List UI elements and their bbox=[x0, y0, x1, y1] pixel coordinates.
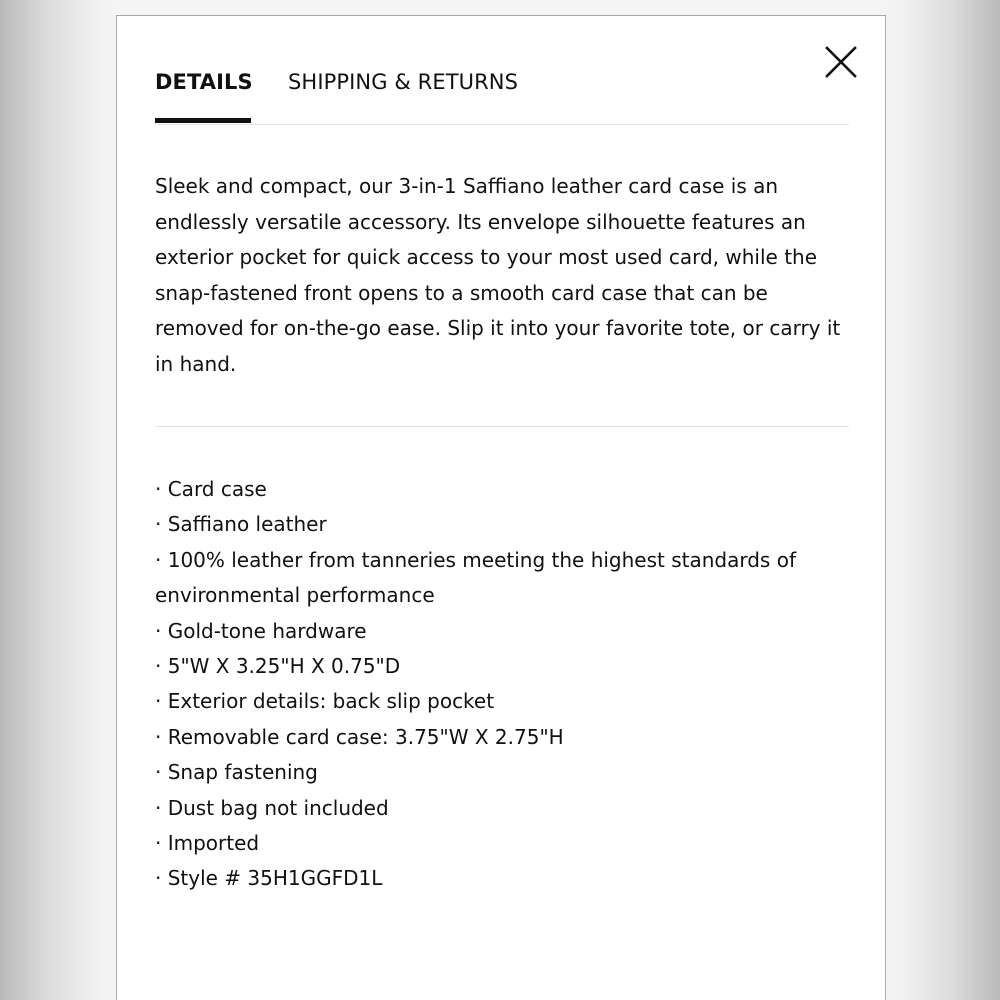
feature-item bbox=[155, 861, 855, 896]
feature-item bbox=[155, 826, 855, 861]
feature-text: Card case bbox=[167, 477, 267, 501]
bullet-marker: · bbox=[155, 512, 162, 537]
feature-item bbox=[155, 720, 855, 755]
feature-item bbox=[155, 507, 855, 542]
product-description: Sleek and compact, our 3-in-1 Saffiano leather card case is an endlessly versatile accessory. Its envelope silhouette features an exterior pocket for quick access to your most used card, while the snap-fastened front opens to a smooth card case that can be removed for on-the-go ease. Slip it into your favorite tote, or carry it in hand. bbox=[155, 174, 841, 376]
bullet-marker: · bbox=[155, 689, 162, 714]
bullet-marker: · bbox=[155, 866, 162, 891]
tab-bar bbox=[155, 68, 849, 125]
feature-text: Imported bbox=[167, 831, 260, 856]
feature-text: Gold-tone hardware bbox=[167, 618, 367, 643]
feature-text: 100% leather from tanneries meeting the highest standards of environmental performance bbox=[155, 547, 796, 608]
bullet-marker: · bbox=[155, 618, 162, 643]
feature-item bbox=[155, 472, 855, 507]
tab-shipping-returns-label: SHIPPING & RETURNS bbox=[288, 70, 519, 94]
bullet-marker: · bbox=[155, 795, 162, 820]
feature-item bbox=[155, 791, 855, 826]
feature-item bbox=[155, 649, 855, 684]
bullet-marker: · bbox=[155, 760, 162, 785]
feature-text: Saffiano leather bbox=[167, 512, 327, 537]
bullet-marker: · bbox=[155, 547, 162, 572]
feature-item bbox=[155, 755, 855, 790]
product-details-modal bbox=[116, 15, 886, 1000]
section-divider bbox=[155, 426, 849, 427]
tab-details-label: DETAILS bbox=[155, 70, 253, 94]
feature-text: Style # 35H1GGFD1L bbox=[167, 866, 383, 891]
feature-item bbox=[155, 543, 855, 614]
feature-text: Snap fastening bbox=[167, 760, 318, 785]
feature-item bbox=[155, 684, 855, 719]
feature-text: Exterior details: back slip pocket bbox=[167, 689, 495, 714]
tab-details[interactable] bbox=[155, 70, 253, 94]
tab-shipping-returns[interactable] bbox=[288, 70, 518, 94]
feature-text: 5"W X 3.25"H X 0.75"D bbox=[167, 654, 401, 679]
feature-item bbox=[155, 614, 855, 649]
feature-text: Removable card case: 3.75"W X 2.75"H bbox=[167, 724, 564, 749]
bullet-marker: · bbox=[155, 831, 162, 856]
bullet-marker: · bbox=[155, 654, 162, 679]
bullet-marker: · bbox=[155, 477, 162, 501]
active-tab-indicator bbox=[155, 118, 251, 123]
bullet-marker: · bbox=[155, 724, 162, 749]
feature-text: Dust bag not included bbox=[167, 795, 389, 820]
features-list bbox=[155, 472, 855, 897]
